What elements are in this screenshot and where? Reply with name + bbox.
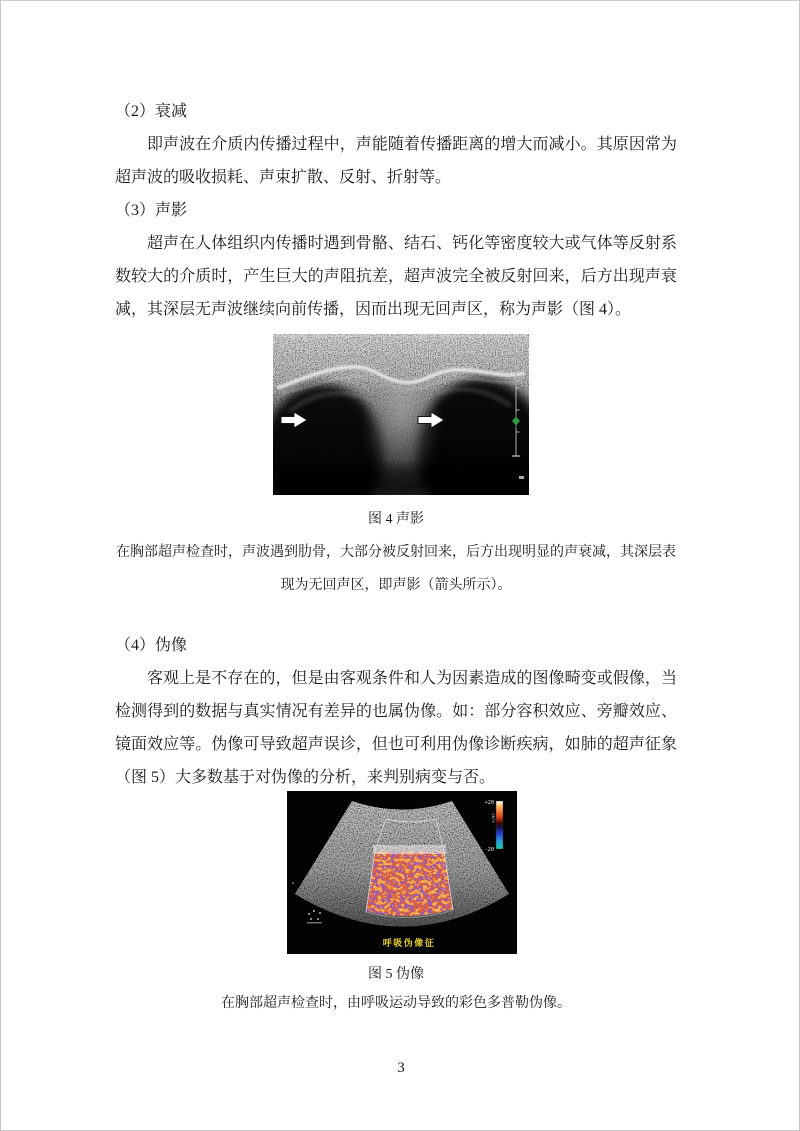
- figure4-ultrasound-image: [273, 334, 529, 495]
- page-number: 3: [397, 1060, 405, 1076]
- figure4-note: 在胸部超声检查时，声波遇到肋骨，大部分被反射回来，后方出现明显的声衰减，其深层表现为无回声区，即声影（箭头所示）。: [116, 545, 676, 593]
- figure5-note: 在胸部超声检查时，由呼吸运动导致的彩色多普勒伪像。: [221, 996, 571, 1011]
- doppler-overlay-label: 呼吸伪像征: [382, 938, 436, 948]
- colorbar-max-label: +20: [484, 800, 494, 806]
- figure5-ultrasound-image: [287, 791, 517, 954]
- figure4-caption: 图 4 声影: [368, 512, 424, 527]
- colorbar-unit-label: cm/s: [491, 813, 496, 823]
- section-body-attenuation: 即声波在介质内传播过程中，声能随着传播距离的增大而减小。其原因常为超声波的吸收损耗、声束扩散、反射、折射等。: [115, 136, 677, 186]
- color-doppler-mosaic: [366, 851, 453, 916]
- section-heading-attenuation: （2）衰减: [115, 103, 188, 120]
- section-body-acoustic-shadow: 超声在人体组织内传播时遇到骨骼、结石、钙化等密度较大或气体等反射系数较大的介质时，产生巨大的声阻抗差，超声波完全被反射回来，后方出现声衰减，其深层无声波继续向前传播，因而出现无回声区，称为声影（图 4）。: [115, 235, 677, 318]
- mosaic-transition-band: [373, 845, 446, 854]
- section-heading-artifact: （4）伪像: [115, 637, 188, 654]
- section-body-artifact: 客观上是不存在的，但是由客观条件和人为因素造成的图像畸变或假像，当检测得到的数据与真实情况有差异的也属伪像。如：部分容积效应、旁瓣效应、镜面效应等。伪像可导致超声误诊，但也可利用伪像诊断疾病，如肺的超声征象（图 5）大多数基于对伪像的分析，来判别病变与否。: [115, 670, 677, 786]
- side-tick: [519, 476, 524, 479]
- skin-line: [275, 336, 527, 337]
- echo-transmission-column: [365, 372, 437, 492]
- colorbar-min-label: -20: [484, 847, 494, 853]
- side-dot: [292, 882, 294, 884]
- figure5-caption: 图 5 伪像: [368, 967, 424, 982]
- section-heading-acoustic-shadow: （3）声影: [115, 202, 188, 219]
